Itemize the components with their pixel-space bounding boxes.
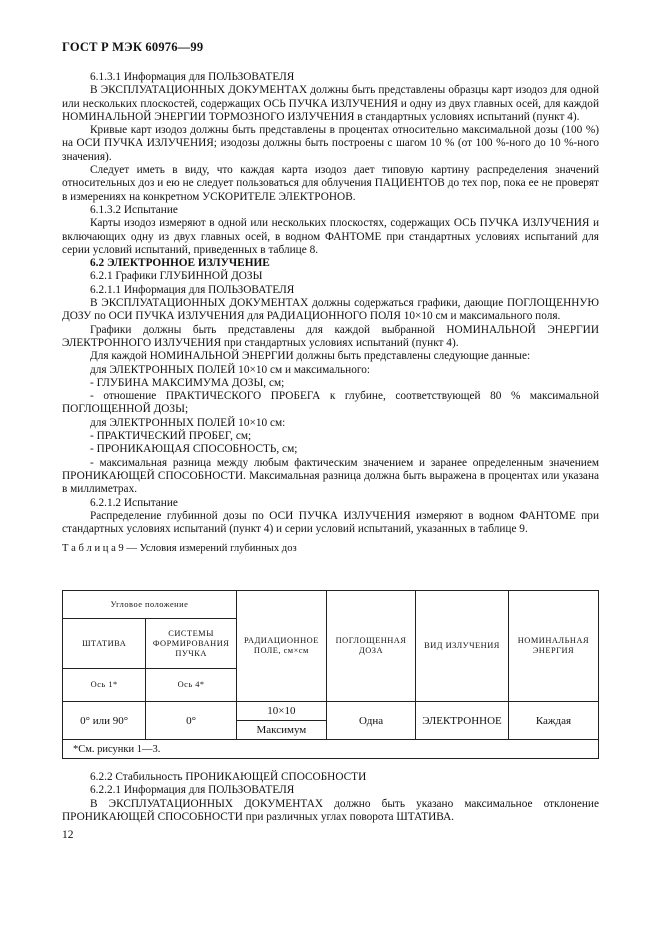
list-item: - ПРАКТИЧЕСКИЙ ПРОБЕГ, см; xyxy=(90,430,252,443)
paragraph: В ЭКСПЛУАТАЦИОННЫХ ДОКУМЕНТАХ должны быть представлены образцы карт изодоз для одной или нескольких плоскостей, содержащих ОСЬ ПУЧКА ИЗЛУЧЕНИЯ и одну из двух главных осей, для каждой НОМИНАЛЬНОЙ ЭНЕРГИИ ТОРМОЗНОГО ИЗЛУЧЕНИЯ в стандартных условиях испытаний (пункт 4). xyxy=(62,84,599,123)
header-absorbed-dose: ПОГЛОЩЕННАЯ ДОЗА xyxy=(326,591,415,702)
paragraph: Графики должны быть представлены для каждой выбранной НОМИНАЛЬНОЙ ЭНЕРГИИ ЭЛЕКТРОННОГО ИЗЛУЧЕНИЯ при стандартных условиях испытаний (пункт 4). xyxy=(62,323,599,349)
document-body xyxy=(62,71,599,556)
document-header: ГОСТ Р МЭК 60976—99 xyxy=(62,40,204,54)
cell-beam-system: 0° xyxy=(146,702,236,740)
paragraph: 6.2.1 Графики ГЛУБИННОЙ ДОЗЫ xyxy=(90,270,263,283)
header-radiation-type: ВИД ИЗЛУЧЕНИЯ xyxy=(416,591,509,702)
table-9 xyxy=(62,590,599,759)
header-gantry: ШТАТИВА xyxy=(63,619,146,669)
table-caption: Т а б л и ц а 9 — Условия измерений глубинных доз xyxy=(62,543,297,555)
paragraph: 6.2.1.1 Информация для ПОЛЬЗОВАТЕЛЯ xyxy=(90,283,295,296)
paragraph: 6.2.2.1 Информация для ПОЛЬЗОВАТЕЛЯ xyxy=(90,784,295,797)
cell-field-10x10: 10×10 xyxy=(236,702,326,721)
cell-energy: Каждая xyxy=(508,702,598,740)
header-angular-position: Угловое положение xyxy=(63,591,237,619)
header-nominal-energy: НОМИНАЛЬНАЯ ЭНЕРГИЯ xyxy=(508,591,598,702)
paragraph: Кривые карт изодоз должны быть представлены в процентах относительно максимальной дозы (100 %) на ОСИ ПУЧКА ИЗЛУЧЕНИЯ; изодозы должны быть построены с шагом 10 % (от 100 %-ного до 10 %-ного значения). xyxy=(62,124,599,163)
list-item: - ГЛУБИНА МАКСИМУМА ДОЗЫ, см; xyxy=(90,376,285,389)
paragraph: Для каждой НОМИНАЛЬНОЙ ЭНЕРГИИ должны быть представлены следующие данные: xyxy=(90,350,531,363)
paragraph: В ЭКСПЛУАТАЦИОННЫХ ДОКУМЕНТАХ должно быть указано максимальное отклонение ПРОНИКАЮЩЕЙ СПОСОБНОСТИ при различных углах поворота ШТАТИВА. xyxy=(62,797,599,823)
document-tail xyxy=(62,771,599,824)
cell-dose: Одна xyxy=(326,702,415,740)
paragraph: В ЭКСПЛУАТАЦИОННЫХ ДОКУМЕНТАХ должны содержаться графики, дающие ПОГЛОЩЕННУЮ ДОЗУ по ОСИ ПУЧКА ИЗЛУЧЕНИЯ для РАДИАЦИОННОГО ПОЛЯ 10×10 см и максимального поля. xyxy=(62,297,599,323)
paragraph: 6.2.1.2 Испытание xyxy=(90,496,178,509)
list-item: - максимальная разница между любым фактическим значением и заранее определенным значением ПРОНИКАЮЩЕЙ СПОСОБНОСТИ. Максимальная разница должна быть выражена в процентах или указана в миллиметрах. xyxy=(62,456,599,496)
paragraph: 6.2.2 Стабильность ПРОНИКАЮЩЕЙ СПОСОБНОСТИ xyxy=(90,771,367,783)
axis-1-label: Ось 1* xyxy=(63,669,146,702)
header-radiation-field: РАДИАЦИОННОЕ ПОЛЕ, см×см xyxy=(236,591,326,702)
paragraph: для ЭЛЕКТРОННЫХ ПОЛЕЙ 10×10 см и максимального: xyxy=(90,363,370,376)
section-heading: 6.2 ЭЛЕКТРОННОЕ ИЗЛУЧЕНИЕ xyxy=(90,257,270,270)
table-footnote: *См. рисунки 1—3. xyxy=(63,740,599,759)
cell-gantry: 0° или 90° xyxy=(63,702,146,740)
page-number: 12 xyxy=(62,829,74,841)
list-item: - отношение ПРАКТИЧЕСКОГО ПРОБЕГА к глубине, соответствующей 80 % максимальной ПОГЛОЩЕННОЙ ДОЗЫ; xyxy=(62,390,599,416)
axis-4-label: Ось 4* xyxy=(146,669,236,702)
paragraph: Карты изодоз измеряют в одной или нескольких плоскостях, содержащих ОСЬ ПУЧКА ИЗЛУЧЕНИЯ и включающих одну из двух главных осей, в водном ФАНТОМЕ при стандартных условиях испытаний для серии условий испытаний, приведенных в таблице 8. xyxy=(62,217,599,256)
list-item: - ПРОНИКАЮЩАЯ СПОСОБНОСТЬ, см; xyxy=(90,443,298,456)
paragraph: для ЭЛЕКТРОННЫХ ПОЛЕЙ 10×10 см: xyxy=(90,416,286,429)
paragraph: Распределение глубинной дозы по ОСИ ПУЧКА ИЗЛУЧЕНИЯ измеряют в водном ФАНТОМЕ при стандартных условиях испытаний (пункт 4) и серии условий испытаний, указанных в таблице 9. xyxy=(62,509,599,536)
paragraph: Следует иметь в виду, что каждая карта изодоз дает типовую картину распределения значений относительных доз и ею не следует пользоваться для облучения ПАЦИЕНТОВ до тех пор, пока ее не проверят в измерениях на конкретном УСКОРИТЕЛЕ ЭЛЕКТРОНОВ. xyxy=(62,164,599,203)
header-beam-system: СИСТЕМЫ ФОРМИРОВАНИЯ ПУЧКА xyxy=(146,619,236,669)
paragraph: 6.1.3.1 Информация для ПОЛЬЗОВАТЕЛЯ xyxy=(90,71,295,83)
cell-field-max: Максимум xyxy=(236,721,326,740)
cell-radiation-type: ЭЛЕКТРОННОЕ xyxy=(416,702,509,740)
paragraph: 6.1.3.2 Испытание xyxy=(90,203,178,216)
